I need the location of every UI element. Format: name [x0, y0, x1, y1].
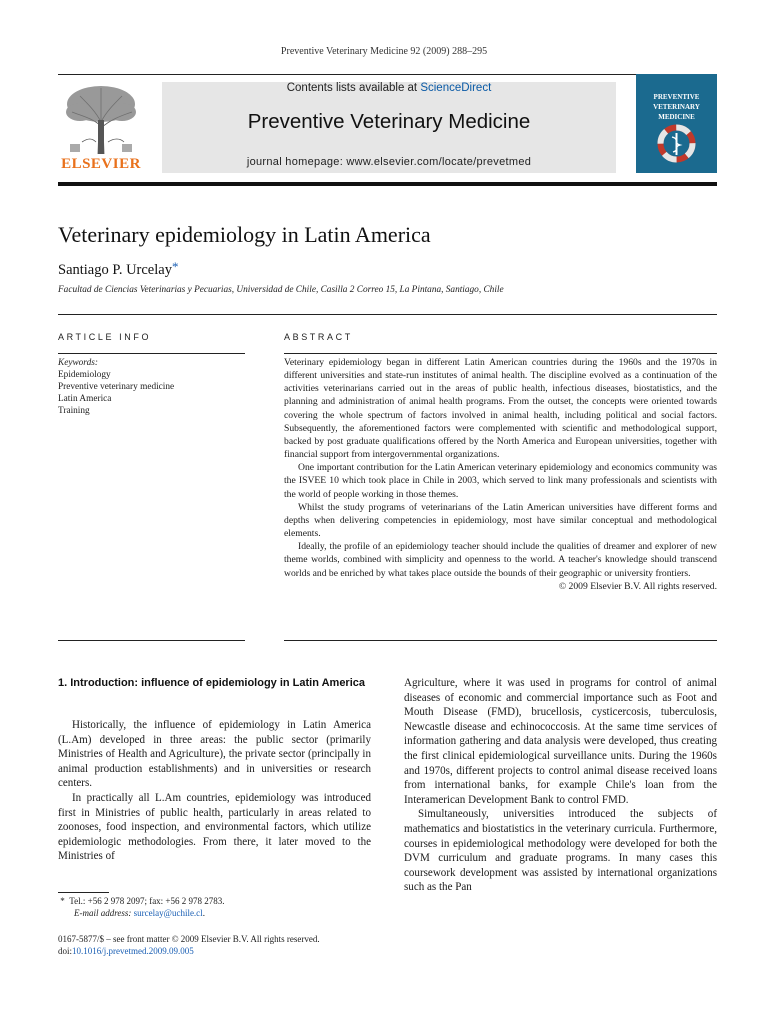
- cover-title-line: VETERINARY: [653, 103, 700, 111]
- doi-label: doi:: [58, 946, 73, 956]
- keyword-item: Latin America: [58, 394, 112, 404]
- sciencedirect-link[interactable]: ScienceDirect: [420, 82, 492, 94]
- footnote-email-line: [58, 907, 371, 919]
- journal-banner: [162, 82, 616, 173]
- body-paragraph: In practically all L.Am countries, epidemiology was introduced first in Ministries of public health, particularly in areas related to zoonoses, food inspection, and environmental factors, which utilize epidemiologic methodologies. From there, it later moved to the Ministries of: [58, 791, 371, 863]
- abstract-body: [284, 356, 717, 593]
- header-thick-rule: [58, 182, 717, 186]
- cover-title-line: MEDICINE: [658, 113, 695, 121]
- journal-homepage-link[interactable]: journal homepage: www.elsevier.com/locate/prevetmed: [246, 156, 532, 168]
- email-label: E-mail address:: [74, 908, 132, 918]
- body-paragraph: Agriculture, where it was used in programs for control of animal diseases of economic and commercial importance such as Foot and Mouth Disease (FMD), brucellosis, cysticercosis, tuberculosis, Newcastle disease and echinococcosis. At the same time services of information gathering and data analysis were developed, thus creating the first clinical epidemiological surveillance units. During the 1960s and 1970s, different projects to control animal disease received loans from international banks, for example Chile's loan from the Interamerican Development Bank to control FMD.: [404, 677, 717, 806]
- abstract-paragraph: One important contribution for the Latin American veterinary epidemiology and economics community was the ISVEE 10 which took place in Chile in 2003, which served to link many professionals and scientists with the world of people working in those themes.: [284, 462, 717, 500]
- doi-link[interactable]: 10.1016/j.prevetmed.2009.09.005: [72, 946, 194, 956]
- keywords-block: [58, 357, 245, 417]
- body-right-column: [404, 676, 717, 895]
- body-paragraph: Historically, the influence of epidemiology in Latin America (L.Am) developed in three areas: the public sector (primarily Ministries of Health and Agriculture), the private sector (principally in animal production establishments) and in universities or research centers.: [58, 719, 371, 790]
- author-name[interactable]: Santiago P. Urcelay: [58, 262, 172, 278]
- journal-citation: Preventive Veterinary Medicine 92 (2009) 288–295: [280, 46, 488, 57]
- issn-line: 0167-5877/$ – see front matter © 2009 Elsevier B.V. All rights reserved.: [58, 934, 320, 944]
- body-paragraph: Simultaneously, universities introduced the subjects of mathematics and biostatistics in the veterinary curricula. Furthermore, courses in epidemiological methodology were developed for both the DVM curriculum and graduate programs. In many cases this coursework development was assisted by international organizations such as the Pan: [404, 808, 717, 894]
- caduceus-emblem-icon: [656, 123, 697, 164]
- article-title: Veterinary epidemiology in Latin America: [58, 222, 431, 247]
- journal-cover-image: [636, 74, 717, 173]
- abstract-paragraph: Ideally, the profile of an epidemiology teacher should include the qualities of dreamer and explorer of new theme worlds, combined with simplicity and openness to the world. A teacher's knowledge should transcend worlds and be enriched by what takes place outside the bounds of their geographic or university frontiers.: [284, 541, 717, 579]
- footnote-contact: Tel.: +56 2 978 2097; fax: +56 2 978 2783.: [69, 896, 225, 906]
- article-info-bottom-rule: [58, 640, 245, 641]
- contents-prefix: Contents lists available at: [286, 82, 421, 94]
- abstract-paragraph: Whilst the study programs of veterinarians of the Latin American universities have different forms and depths when delivering competencies in epidemiology, most have similar conceptual and methodological elements.: [284, 501, 717, 540]
- journal-title: Preventive Veterinary Medicine: [247, 110, 531, 133]
- abstract-bottom-rule: [284, 640, 717, 641]
- contents-line: [162, 82, 616, 94]
- section-heading: 1. Introduction: influence of epidemiology in Latin America: [58, 677, 366, 689]
- body-left-column: [58, 718, 371, 864]
- cover-title: [636, 92, 717, 122]
- footnote: [58, 895, 371, 919]
- email-end: .: [202, 908, 205, 918]
- footnote-rule: [58, 892, 109, 893]
- keywords-label: Keywords:: [58, 358, 98, 368]
- keyword-item: Preventive veterinary medicine: [58, 382, 175, 392]
- author-footnote-mark[interactable]: *: [171, 259, 179, 274]
- keyword-item: Training: [58, 406, 90, 416]
- article-info-top-rule: [58, 314, 717, 315]
- footnote-contact-line: [58, 895, 371, 907]
- bottom-info: [58, 933, 418, 957]
- abstract-rule: [284, 353, 717, 354]
- footnote-mark: *: [60, 896, 65, 906]
- abstract-heading: ABSTRACT: [284, 332, 353, 342]
- abstract-paragraph: Veterinary epidemiology began in different Latin American countries during the 1960s and the 1970s in different universities and state-run institutes of animal health. The discipline evolved as a continuation of the activities veterinarians carried out in the areas of public health, infectious diseases, biostatistics, and the planning and administration of animal health programs. From the outset, the concepts were oriented towards covering the whole spectrum of factors involved in animal health, including political and social factors. Subsequently, the aforementioned factors were complemented with scientific and methodological support, backed by post graduate qualifications offered by the North America and European universities, together with financial support from intergovernmental organizations.: [284, 357, 717, 461]
- doi-line: [58, 945, 418, 957]
- keyword-item: Epidemiology: [58, 370, 111, 380]
- cover-title-line: PREVENTIVE: [653, 93, 700, 101]
- author-line: [58, 259, 178, 279]
- author-affiliation: Facultad de Ciencias Veterinarias y Pecuarias, Universidad de Chile, Casilla 2 Correo 15, La Pintana, Santiago, Chile: [58, 285, 504, 295]
- elsevier-wordmark: ELSEVIER: [61, 156, 141, 172]
- header-top-rule: [58, 74, 717, 75]
- article-info-heading: ARTICLE INFO: [58, 332, 152, 342]
- email-link[interactable]: surcelay@uchile.cl: [133, 908, 203, 918]
- article-info-rule: [58, 353, 245, 354]
- copyright-line: © 2009 Elsevier B.V. All rights reserved.: [558, 580, 717, 592]
